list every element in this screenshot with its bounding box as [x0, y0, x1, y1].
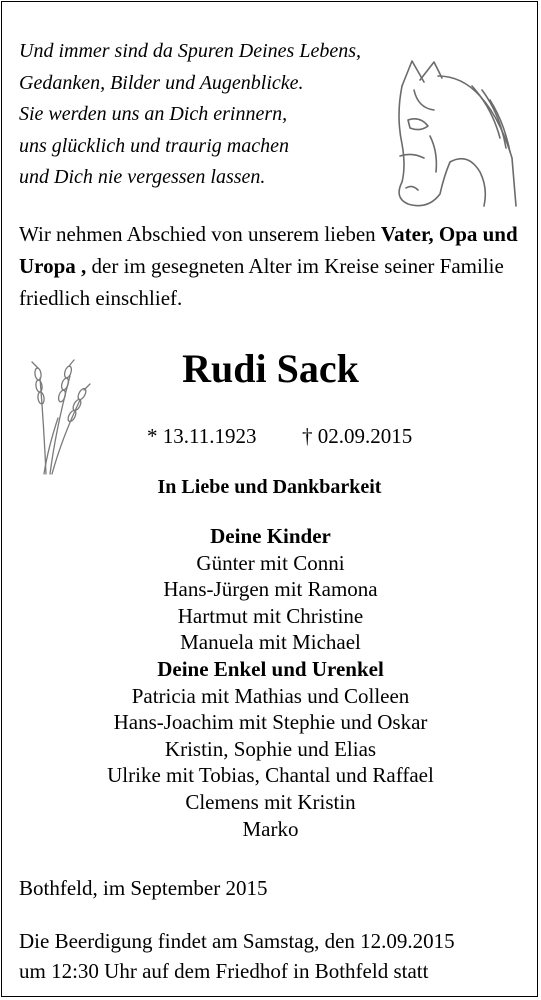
place-and-date: Bothfeld, im September 2015	[19, 876, 268, 900]
mourner-entry: Patricia mit Mathias und Colleen	[131, 683, 410, 708]
mourner-entry: Kristin, Sophie und Elias	[164, 736, 377, 761]
children-heading: Deine Kinder	[210, 524, 331, 548]
birth-date: * 13.11.1923	[147, 424, 257, 448]
mourner-entry: Hans-Jürgen mit Ramona	[163, 577, 378, 602]
intro-text-rest: der im gesegneten Alter im Kreise seiner Familie friedlich einschlief.	[19, 254, 504, 310]
dedication-text: In Liebe und Dankbarkeit	[157, 476, 382, 498]
poem-line: Gedanken, Bilder und Augenblicke.	[19, 71, 304, 94]
poem-line: uns glücklich und traurig machen	[19, 134, 289, 157]
poem-line: Und immer sind da Spuren Deines Lebens,	[19, 40, 362, 62]
mourners-list	[0, 523, 541, 842]
horse-head-icon	[372, 56, 522, 212]
intro-paragraph	[19, 218, 524, 314]
mourner-entry: Ulrike mit Tobias, Chantal und Raffael	[107, 763, 434, 788]
mourner-entry: Hartmut mit Christine	[177, 603, 364, 628]
intro-bold-opa: Opa und Uropa ,	[19, 222, 518, 278]
poem-line: Sie werden uns an Dich erinnern,	[19, 103, 288, 125]
intro-text: Wir nehmen Abschied von unserem lieben	[19, 222, 381, 246]
funeral-info	[19, 926, 529, 986]
deceased-name-text: Rudi Sack	[182, 346, 359, 391]
mourner-entry: Manuela mit Michael	[180, 630, 361, 655]
funeral-line: Die Beerdigung findet am Samstag, den 12.09.2015	[19, 929, 455, 953]
death-date: † 02.09.2015	[302, 424, 413, 448]
mourner-entry: Hans-Joachim mit Stephie und Oskar	[113, 710, 428, 735]
deceased-name	[0, 340, 541, 398]
grandchildren-heading: Deine Enkel und Urenkel	[157, 656, 384, 681]
poem-line: und Dich nie vergessen lassen.	[19, 166, 266, 188]
mourner-entry: Günter mit Conni	[196, 550, 345, 575]
mourner-entry: Marko	[242, 816, 299, 841]
funeral-line: um 12:30 Uhr auf dem Friedhof in Bothfeld statt	[19, 959, 429, 983]
poem	[19, 36, 361, 194]
intro-bold-vater: Vater,	[380, 222, 434, 246]
dedication-line	[0, 472, 541, 502]
mourner-entry: Clemens mit Kristin	[185, 789, 356, 814]
